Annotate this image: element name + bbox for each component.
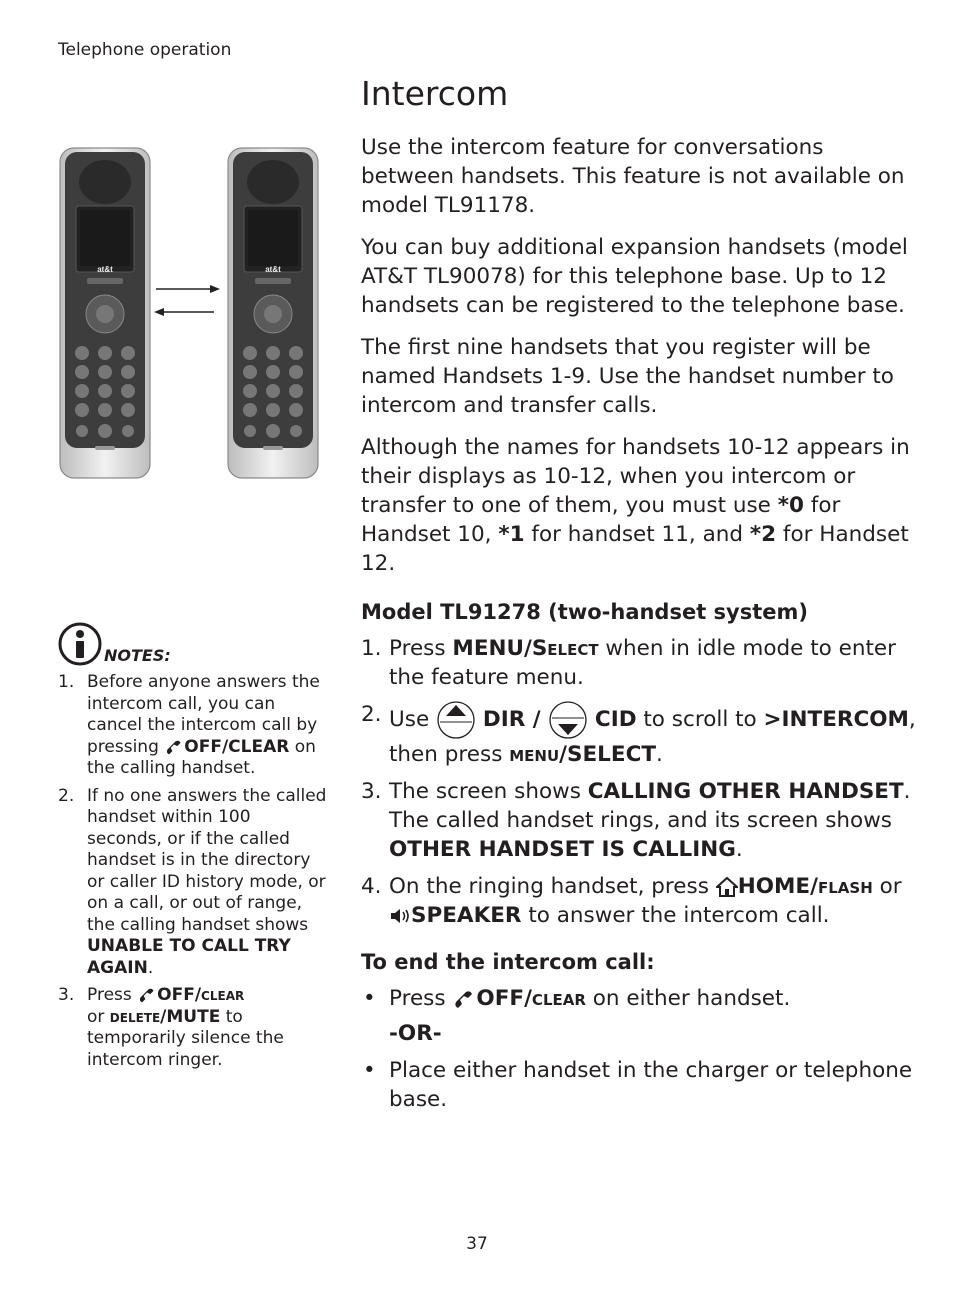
notes-header [58,622,328,666]
end-bullet-1: • Press OFF/clear on either handset. [363,986,791,1011]
note-1: 1. Before anyone answers the intercom call, you can cancel the intercom call by pressing OFF/CLEAR on the calling handset. [58,672,320,778]
step-4: 4. On the ringing handset, press HOME/flash or SPEAKER to answer the intercom call. [361,874,902,928]
intro-paragraph-4: Although the names for handsets 10-12 appears in their displays as 10-12, when you intercom or transfer to one of them, you must use *0 for Handset 10, *1 for handset 11, and *2 for Handset 12. [361,435,910,576]
dir-up-icon [436,700,476,740]
home-icon [716,876,738,898]
intro-paragraph-1: Use the intercom feature for conversations between handsets. This feature is not available on model TL91178. [361,135,905,218]
step-3: 3. The screen shows CALLING OTHER HANDSET. The called handset rings, and its screen shows OTHER HANDSET IS CALLING. [361,779,911,862]
end-call-list [361,984,921,1013]
main-content [361,133,921,1120]
end-bullet-2: • Place either handset in the charger or telephone base. [363,1058,913,1112]
speaker-icon [389,906,411,926]
page-title: Intercom [361,74,509,113]
intro-paragraph-3: The first nine handsets that you register will be named Handsets 1-9. Use the handset number to intercom and transfer calls. [361,335,894,418]
model-heading: Model TL91278 (two-handset system) [361,600,809,624]
notes-label: NOTES: [104,645,171,665]
phone-off-icon [452,988,476,1010]
or-separator: -OR- [389,1021,442,1046]
note-2: 2. If no one answers the called handset within 100 seconds, or if the called handset is in the directory or caller ID history mode, or on a call, or out of range, the calling handset shows UNABLE TO CALL TRY AGAIN. [58,785,327,978]
notes-list [58,672,328,1071]
handsets-illustration [58,146,320,480]
phone-off-icon [137,986,157,1004]
end-call-list-2 [361,1056,921,1114]
info-icon [58,622,102,666]
cid-down-icon [548,700,588,740]
steps-list [361,634,921,930]
notes-box [58,622,328,1077]
page-number: 37 [466,1234,488,1254]
phone-off-icon [164,738,184,756]
note-3: 3. Press OFF/clear or delete/MUTE to temporarily silence the intercom ringer. [58,985,284,1070]
step-2: 2. Use DIR / CID to scroll to >INTERCOM, then press menu/SELECT. [361,702,916,767]
end-call-heading: To end the intercom call: [361,950,655,974]
step-1: 1. Press MENU/Select when in idle mode to enter the feature menu. [361,636,896,690]
intro-paragraph-2: You can buy additional expansion handsets (model AT&T TL90078) for this telephone base. Up to 12 handsets can be registered to the telephone base. [361,235,908,318]
running-header: Telephone operation [58,40,232,60]
